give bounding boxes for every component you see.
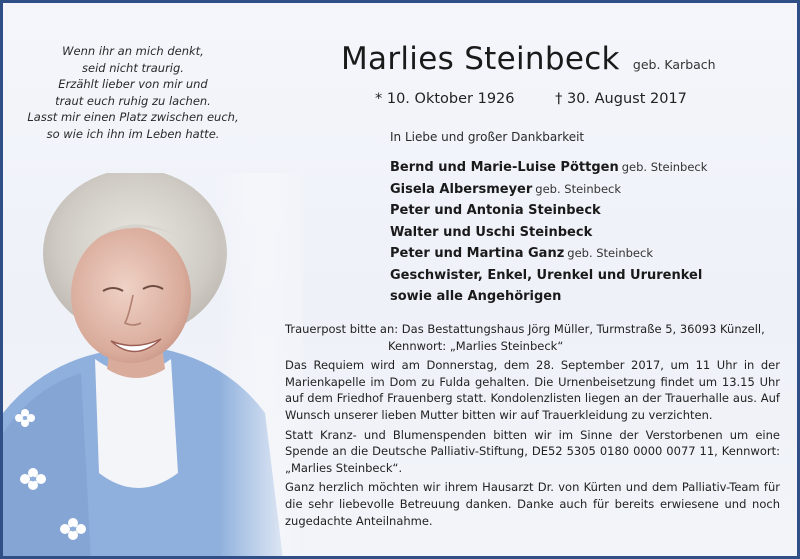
family-member: Peter und Antonia Steinbeck [390,203,601,218]
family-suffix: geb. Steinbeck [567,246,653,260]
family-member: Bernd und Marie-Luise Pöttgen [390,160,619,175]
family-list [390,155,707,306]
deceased-name-row [341,41,716,77]
poem-line: Lasst mir einen Platz zwischen euch, [27,110,239,124]
maiden-name: geb. Karbach [632,57,716,72]
mail-address-line: Trauerpost bitte an: Das Bestattungshaus Jörg Müller, Turmstraße 5, 36093 Künzell, [285,322,765,336]
poem-line: Wenn ihr an mich denkt, [62,44,204,58]
gratitude-line: In Liebe und großer Dankbarkeit [390,130,585,144]
thanks-paragraph: Ganz herzlich möchten wir ihrem Hausarzt Dr. von Kürten und dem Palliativ-Team für die sehr liebevolle Betreuung danken. Danke auch für bereits erwiesene und noch zugedachte Anteilnahme. [285,480,780,528]
family-suffix: geb. Steinbeck [535,181,622,196]
poem-line: so wie ich ihn im Leben hatte. [46,126,220,141]
mail-keyword-line: Kennwort: „Marlies Steinbeck“ [388,338,564,353]
birth-date: * 10. Oktober 1926 [375,91,515,107]
family-member: Walter und Uschi Steinbeck [390,224,593,240]
family-row [390,155,707,177]
family-member: Gisela Albersmeyer [390,181,533,197]
requiem-paragraph: Das Requiem wird am Donnerstag, dem 28. September 2017, um 11 Uhr in der Marienkapelle im Dom zu Fulda gehalten. Die Urnenbeisetzung findet um 13.15 Uhr auf dem Friedhof Frauenberg statt. Kondolenzlisten liegen an der Trauerhalle aus. Auf Wunsch unserer lieben Mutter bitten wir auf Trauerkleidung zu verzichten. [285,358,780,422]
death-date: † 30. August 2017 [555,91,687,107]
family-row [390,177,707,199]
poem-line: Erzählt lieber von mir und [58,77,208,91]
family-row [390,284,707,306]
family-member: Geschwister, Enkel, Urenkel und Ururenkel [390,267,703,283]
family-row [390,198,707,220]
life-dates [375,91,687,107]
family-row [390,220,707,242]
family-member: sowie alle Angehörigen [390,289,562,304]
donation-paragraph: Statt Kranz- und Blumenspenden bitten wir im Sinne der Verstorbenen um eine Spende an die Deutsche Palliativ-Stiftung, DE52 5305 0180 0000 0077 11, Kennwort: „Marlies Steinbeck“. [285,427,780,475]
notice-text [285,321,780,532]
family-suffix: geb. Steinbeck [621,160,708,174]
poem [23,43,243,142]
family-member: Peter und Martina Ganz [390,246,565,261]
family-row [390,263,707,285]
poem-line: seid nicht traurig. [82,60,184,75]
deceased-name: Marlies Steinbeck [341,41,620,77]
poem-line: traut euch ruhig zu lachen. [55,93,211,108]
family-row [390,241,707,263]
portrait-photo [3,173,303,559]
